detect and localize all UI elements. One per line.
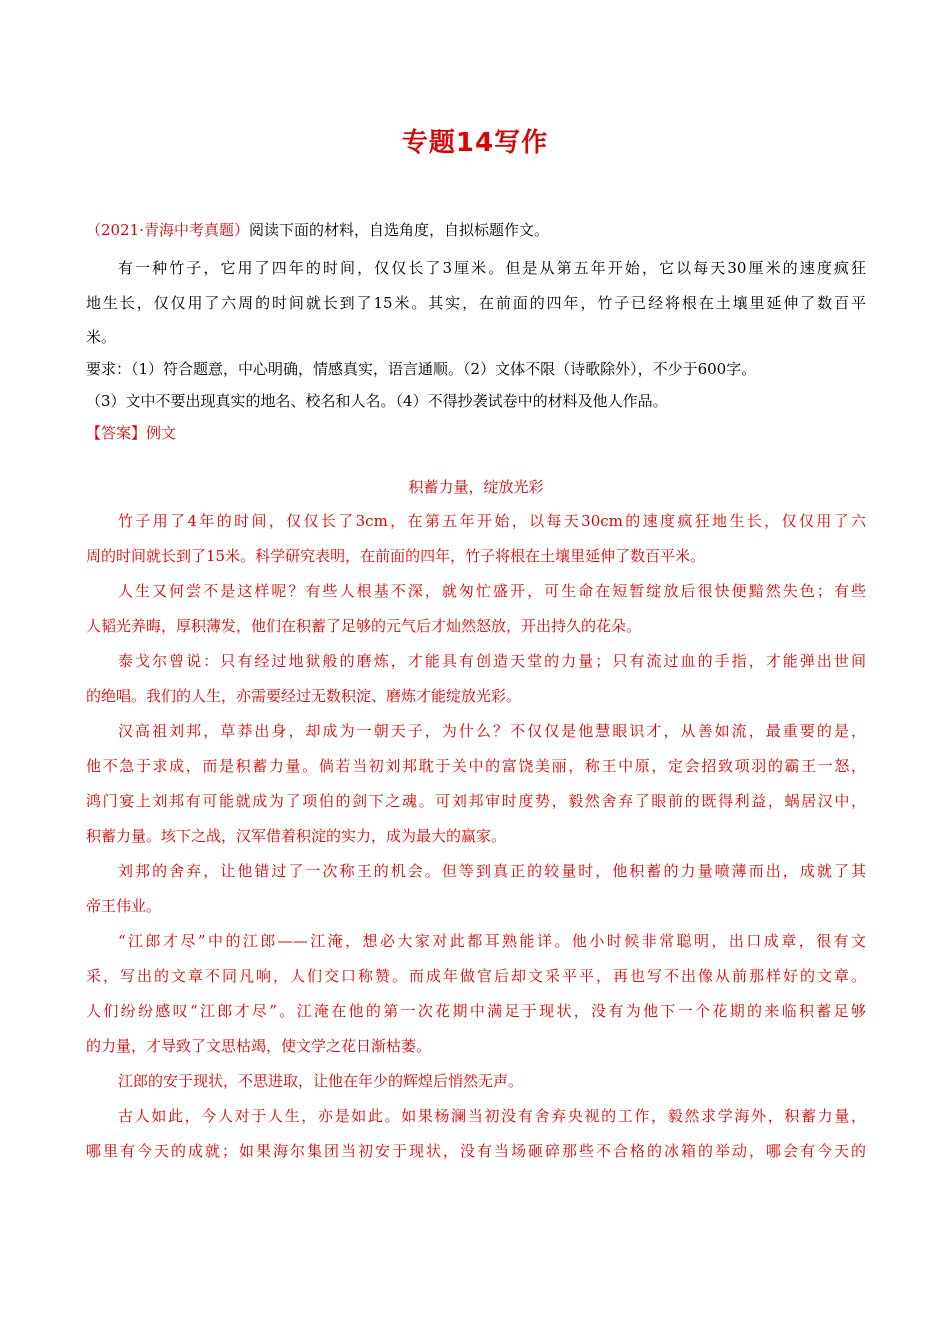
essay-line: 他不急于求成，而是积蓄力量。倘若当初刘邦耽于关中的富饶美丽，称王中原，定会招致项羽的霸王一怒， [86, 757, 866, 775]
essay-line: 江郎的安于现状，不思进取，让他在年少的辉煌后悄然无声。 [118, 1072, 524, 1090]
essay-line: 哪里有今天的成就；如果海尔集团当初安于现状，没有当场砸碎那些不合格的冰箱的举动，哪会有今天的 [86, 1142, 866, 1160]
answer-label: 【答案】例文 [86, 424, 177, 442]
essay-line: 的绝唱。我们的人生，亦需要经过无数积淀、磨炼才能绽放光彩。 [86, 687, 522, 705]
question-block [86, 215, 866, 448]
page-title: 专题14写作 [401, 128, 549, 158]
essay-line: 泰戈尔曾说：只有经过地狱般的磨炼，才能具有创造天堂的力量；只有流过血的手指，才能弹出世间 [118, 652, 866, 670]
essay-line: “江郎才尽”中的江郎——江淹，想必大家对此都耳熟能详。他小时候非常聪明，出口成章，很有文 [118, 932, 866, 950]
essay-line: 周的时间就长到了15米。科学研究表明，在前面的四年，竹子将根在土壤里延伸了数百平米。 [86, 547, 706, 565]
essay-line: 人生又何尝不是这样呢？有些人根基不深，就匆忙盛开，可生命在短暂绽放后很快便黯然失色；有些 [118, 582, 866, 600]
essay-line: 采，写出的文章不同凡响，人们交口称赞。而成年做官后却文采平平，再也写不出像从前那样好的文章。 [86, 967, 866, 985]
essay-line: 古人如此，今人对于人生，亦是如此。如果杨澜当初没有舍弃央视的工作，毅然求学海外，积蓄力量， [118, 1107, 866, 1125]
requirement-line: 要求：（1）符合题意，中心明确，情感真实，语言通顺。（2）文体不限（诗歌除外），不少于600字。 [86, 360, 757, 378]
essay-line: 竹子用了4年的时间，仅仅长了3cm，在第五年开始，以每天30cm的速度疯狂地生长，仅仅用了六 [118, 512, 866, 530]
material-line: 地生长，仅仅用了六周的时间就长到了15米。其实，在前面的四年，竹子已经将根在土壤里延伸了数百平 [86, 294, 866, 312]
material-line: 米。 [86, 328, 117, 346]
essay-title: 积蓄力量，绽放光彩 [408, 478, 544, 496]
essay-line: 人韬光养晦，厚积薄发，他们在积蓄了足够的元气后才灿然怒放，开出持久的花朵。 [86, 617, 642, 635]
essay-line: 汉高祖刘邦，草莽出身，却成为一朝天子，为什么？不仅仅是他慧眼识才，从善如流，最重要的是， [118, 722, 866, 740]
essay-line: 鸿门宴上刘邦有可能就成为了项伯的剑下之魂。可刘邦审时度势，毅然舍弃了眼前的既得利益，蜗居汉中， [86, 792, 866, 810]
question-instruction: 阅读下面的材料，自选角度，自拟标题作文。 [248, 221, 549, 239]
essay-line: 刘邦的舍弃，让他错过了一次称王的机会。但等到真正的较量时，他积蓄的力量喷薄而出，成就了其 [118, 862, 866, 880]
essay-line: 人们纷纷感叹“江郎才尽”。江淹在他的第一次花期中满足于现状，没有为他下一个花期的来临积蓄足够 [86, 1002, 866, 1020]
essay-line: 的力量，才导致了文思枯竭，使文学之花日渐枯萎。 [86, 1037, 432, 1055]
essay-line: 积蓄力量。垓下之战，汉军借着积淀的实力，成为最大的赢家。 [86, 827, 507, 845]
requirement-line: （3）文中不要出现真实的地名、校名和人名。（4）不得抄袭试卷中的材料及他人作品。 [86, 392, 668, 410]
question-prompt [86, 215, 866, 245]
essay-block [86, 470, 866, 1169]
source-tag: （2021·青海中考真题） [86, 221, 249, 239]
essay-line: 帝王伟业。 [86, 897, 162, 915]
material-line: 有一种竹子，它用了四年的时间，仅仅长了3厘米。但是从第五年开始，它以每天30厘米的速度疯狂 [118, 259, 866, 277]
